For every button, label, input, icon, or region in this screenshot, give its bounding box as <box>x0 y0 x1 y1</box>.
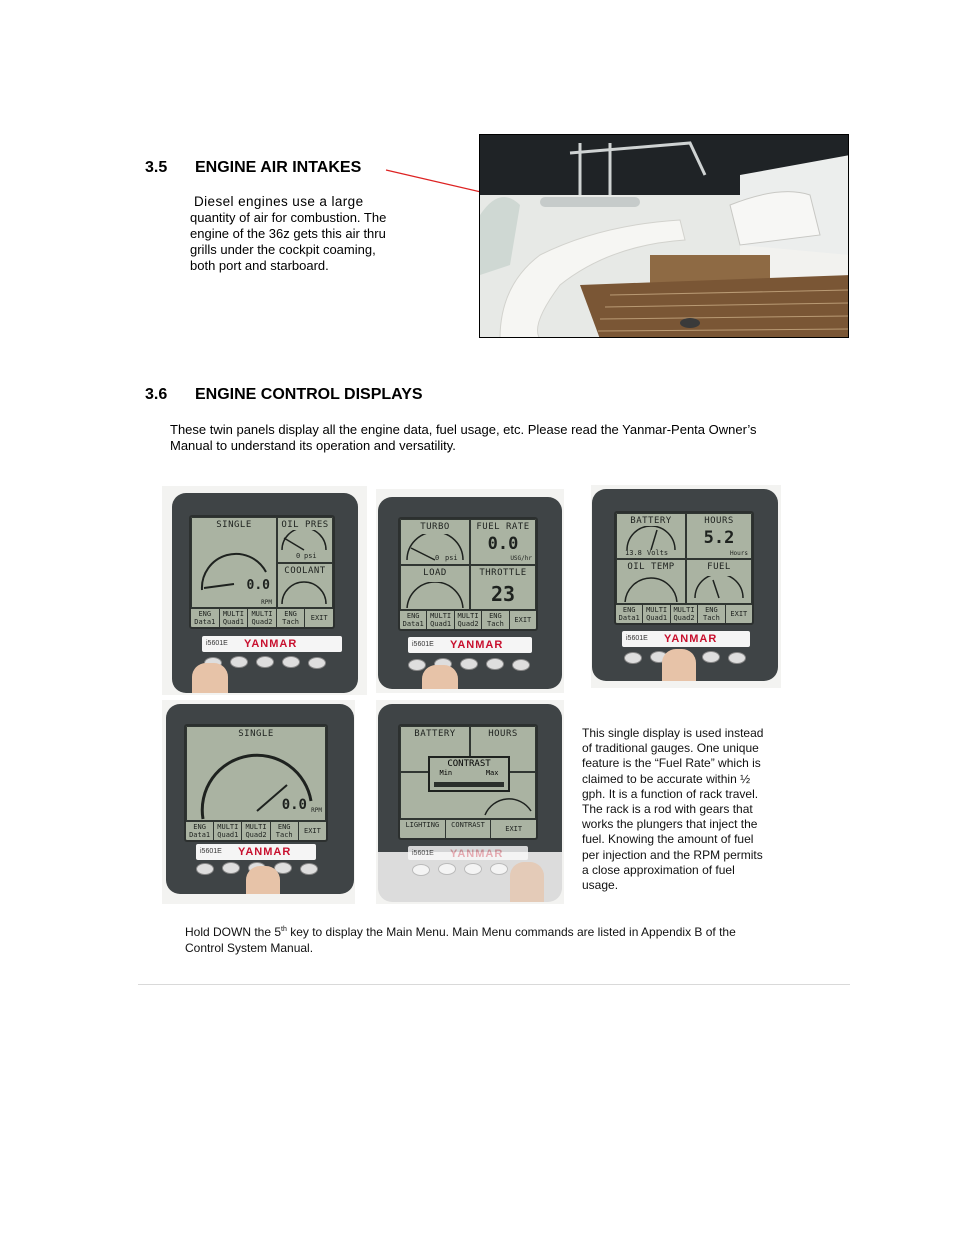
softkey[interactable]: ENG Data1 <box>616 604 643 623</box>
body-line: both port and starboard. <box>190 258 329 273</box>
dial-gauge-icon <box>617 576 685 602</box>
contrast-title: CONTRAST <box>447 759 491 769</box>
gauge-value: 0 <box>296 552 301 560</box>
yanmar-logo: YANMAR <box>244 638 298 650</box>
gauge-label: BATTERY <box>630 516 672 526</box>
caption-line <box>185 922 795 940</box>
body-line: quantity of air for combustion. The <box>190 210 387 225</box>
yanmar-logo: YANMAR <box>664 633 718 645</box>
gauge-cell <box>686 559 752 605</box>
divider-line <box>138 984 850 985</box>
softkey-bar <box>400 609 536 629</box>
gauge-unit: psi <box>445 554 458 562</box>
softkey[interactable]: MULTI Quad2 <box>671 604 698 623</box>
faded-panel-base <box>378 848 562 902</box>
caption-line: of traditional gauges. One unique <box>582 741 759 756</box>
gauge-cell <box>616 513 686 559</box>
gauge-cell <box>616 559 686 605</box>
intro-line: Manual to understand its operation and versatility. <box>170 438 456 453</box>
gauge-cell <box>191 517 277 609</box>
model-number: i5601E <box>412 641 434 648</box>
panel-key-2[interactable] <box>222 862 240 874</box>
model-number: i5601E <box>626 635 648 642</box>
ordinal-suffix: th <box>281 926 287 933</box>
gauge-value: 0.0 <box>487 534 519 554</box>
contrast-dialog <box>428 756 510 792</box>
gauge-value: 0.0 <box>281 797 307 813</box>
caption-line: usage. <box>582 878 619 893</box>
fuel-gauge-icon <box>687 576 751 600</box>
body-line: Diesel engines use a large <box>194 194 364 209</box>
cockpit-illustration <box>480 135 849 338</box>
lcd-screen <box>189 515 335 629</box>
panel-key-4[interactable] <box>490 863 508 875</box>
engine-display-1 <box>172 493 358 693</box>
finger-pressing-key <box>246 866 280 894</box>
dial-gauge-icon <box>278 530 332 554</box>
softkey[interactable]: MULTI Quad1 <box>220 608 249 627</box>
body-line: engine of the 36z gets this air thru <box>190 226 386 241</box>
yanmar-logo: YANMAR <box>450 639 504 651</box>
softkey-bar <box>400 818 536 838</box>
brand-strip <box>408 846 528 860</box>
softkey[interactable]: MULTI Quad2 <box>248 608 277 627</box>
softkey[interactable]: EXIT <box>730 610 748 618</box>
engine-display-3 <box>592 489 778 681</box>
gauge-unit: Volts <box>647 549 669 557</box>
gauge-cell <box>470 565 536 611</box>
gauge-unit: USG/hr <box>510 555 532 562</box>
yanmar-logo: YANMAR <box>238 846 292 858</box>
gauge-value: 5.2 <box>703 528 735 548</box>
body-line: grills under the cockpit coaming, <box>190 242 376 257</box>
panel-key-4[interactable] <box>486 658 504 670</box>
softkey[interactable]: ENG Tach <box>271 821 299 840</box>
panel-key-5[interactable] <box>308 657 326 669</box>
engine-display-2 <box>378 497 562 689</box>
softkey[interactable]: MULTI Quad2 <box>242 821 270 840</box>
panel-key-5[interactable] <box>728 652 746 664</box>
gauge-cell <box>277 563 333 609</box>
engine-display-5 <box>378 704 562 852</box>
softkey[interactable]: ENG Data1 <box>191 608 220 627</box>
panel-key-4[interactable] <box>282 656 300 668</box>
section-title: ENGINE CONTROL DISPLAYS <box>195 386 423 403</box>
gauge-cell <box>400 565 470 611</box>
finger-pressing-key <box>662 649 696 681</box>
caption-line: fuel. Knowing the amount of fuel <box>582 832 754 847</box>
softkey-bar <box>616 603 752 623</box>
gauge-label: FUEL RATE <box>476 522 530 532</box>
gauge-value: 0.0 <box>246 578 270 593</box>
panel-key-3[interactable] <box>256 656 274 668</box>
panel-key-1[interactable] <box>196 863 214 875</box>
dial-gauge-icon <box>617 526 685 550</box>
gauge-unit: psi <box>304 552 317 560</box>
contrast-slider[interactable] <box>434 782 504 787</box>
gauge-cell <box>277 517 333 563</box>
gauge-label: BATTERY <box>414 729 456 739</box>
softkey[interactable]: ENG Tach <box>698 604 725 623</box>
softkey[interactable]: CONTRAST <box>446 819 492 838</box>
gauge-value: 23 <box>490 582 516 606</box>
section-number: 3.6 <box>145 386 168 403</box>
softkey[interactable]: MULTI Quad1 <box>643 604 670 623</box>
gauge-label: HOURS <box>488 729 518 739</box>
gauge-label: THROTTLE <box>479 568 527 578</box>
softkey[interactable]: ENG Tach <box>482 610 509 629</box>
panel-key-2[interactable] <box>438 863 456 875</box>
softkey[interactable]: EXIT <box>505 825 523 833</box>
caption-line: claimed to be accurate within ½ <box>582 771 751 786</box>
softkey[interactable]: MULTI Quad1 <box>214 821 242 840</box>
gauge-cell <box>686 513 752 559</box>
caption-text: Hold DOWN the 5 <box>185 925 282 939</box>
model-number: i5601E <box>206 640 228 647</box>
lcd-screen <box>184 724 328 842</box>
panel-key-2[interactable] <box>230 656 248 668</box>
finger-pressing-key <box>422 665 458 689</box>
caption-line: works the plungers that inject the <box>582 817 758 832</box>
section-title: ENGINE AIR INTAKES <box>195 159 362 176</box>
softkey[interactable]: LIGHTING <box>400 819 446 838</box>
gauge-unit: Hours <box>729 550 748 557</box>
section-3-6-heading <box>145 386 465 406</box>
gauge-label: FUEL <box>707 562 731 572</box>
softkey[interactable]: MULTI Quad1 <box>427 610 454 629</box>
lcd-screen <box>398 724 538 840</box>
brand-strip <box>202 636 342 652</box>
gauge-value: 0 <box>435 554 440 562</box>
main-menu-caption <box>185 922 795 956</box>
panel-key-3[interactable] <box>460 658 478 670</box>
yanmar-logo: YANMAR <box>450 848 504 860</box>
caption-line: This single display is used instead <box>582 726 764 740</box>
gauge-unit: RPM <box>261 599 272 606</box>
brand-strip <box>622 631 750 647</box>
display-caption <box>582 726 783 893</box>
panel-key-5[interactable] <box>512 659 530 671</box>
panel-key-5[interactable] <box>300 863 318 875</box>
finger-pressing-key <box>510 862 544 902</box>
engine-display-4 <box>166 704 354 894</box>
caption-line: a close approximation of fuel <box>582 862 735 877</box>
caption-line: Control System Manual. <box>185 941 314 955</box>
panel-key-4[interactable] <box>702 651 720 663</box>
displays-intro <box>170 422 830 454</box>
gauge-cell <box>400 519 470 565</box>
caption-line: gph. It is a function of rack travel. <box>582 786 759 801</box>
section-number: 3.5 <box>145 159 168 176</box>
softkey[interactable]: EXIT <box>310 614 328 622</box>
gauge-label: SINGLE <box>216 520 252 530</box>
intro-line: These twin panels display all the engine data, fuel usage, etc. Please read the Yanmar-Penta Owner’s <box>170 422 757 437</box>
dial-gauge-icon <box>278 580 332 604</box>
softkey[interactable]: EXIT <box>303 827 321 835</box>
model-number: i5601E <box>200 848 222 855</box>
caption-line: feature is the “Fuel Rate” which is <box>582 756 761 771</box>
finger-pressing-key <box>192 663 228 693</box>
gauge-label: OIL TEMP <box>627 562 675 572</box>
softkey-bar <box>186 820 326 840</box>
model-number: i5601E <box>412 850 434 857</box>
section-3-5-heading <box>145 159 405 179</box>
brand-strip <box>408 637 532 653</box>
caption-line: per injection and the RPM permits <box>582 847 763 862</box>
softkey[interactable]: EXIT <box>514 616 532 624</box>
panel-key-3[interactable] <box>464 863 482 875</box>
softkey[interactable]: MULTI Quad2 <box>455 610 482 629</box>
gauge-label: COOLANT <box>284 566 326 576</box>
gauge-label: SINGLE <box>238 729 274 739</box>
softkey[interactable]: ENG Data1 <box>400 610 427 629</box>
gauge-label: LOAD <box>423 568 447 578</box>
lcd-screen <box>398 517 538 631</box>
gauge-unit: RPM <box>311 807 322 814</box>
cockpit-photo <box>479 134 849 338</box>
gauge-cell <box>470 519 536 565</box>
gauge-label: TURBO <box>420 522 450 532</box>
dial-gauge-icon <box>401 582 469 608</box>
gauge-label: HOURS <box>704 516 734 526</box>
caption-text: key to display the Main Menu. Main Menu commands are listed in Appendix B of the <box>286 925 736 939</box>
caption-line: The rack is a rod with gears that <box>582 802 753 817</box>
gauge-label: OIL PRES <box>281 520 329 530</box>
gauge-value: 13.8 <box>625 549 642 557</box>
panel-key-1[interactable] <box>624 652 642 664</box>
contrast-range: Min Max <box>439 769 499 777</box>
brand-strip <box>196 844 316 860</box>
softkey[interactable]: ENG Data1 <box>186 821 214 840</box>
panel-key-1[interactable] <box>408 659 426 671</box>
panel-key-1[interactable] <box>412 864 430 876</box>
gauge-cell <box>186 726 326 822</box>
softkey[interactable]: ENG Tach <box>277 608 306 627</box>
softkey-bar <box>191 607 333 627</box>
lcd-screen <box>614 511 754 625</box>
